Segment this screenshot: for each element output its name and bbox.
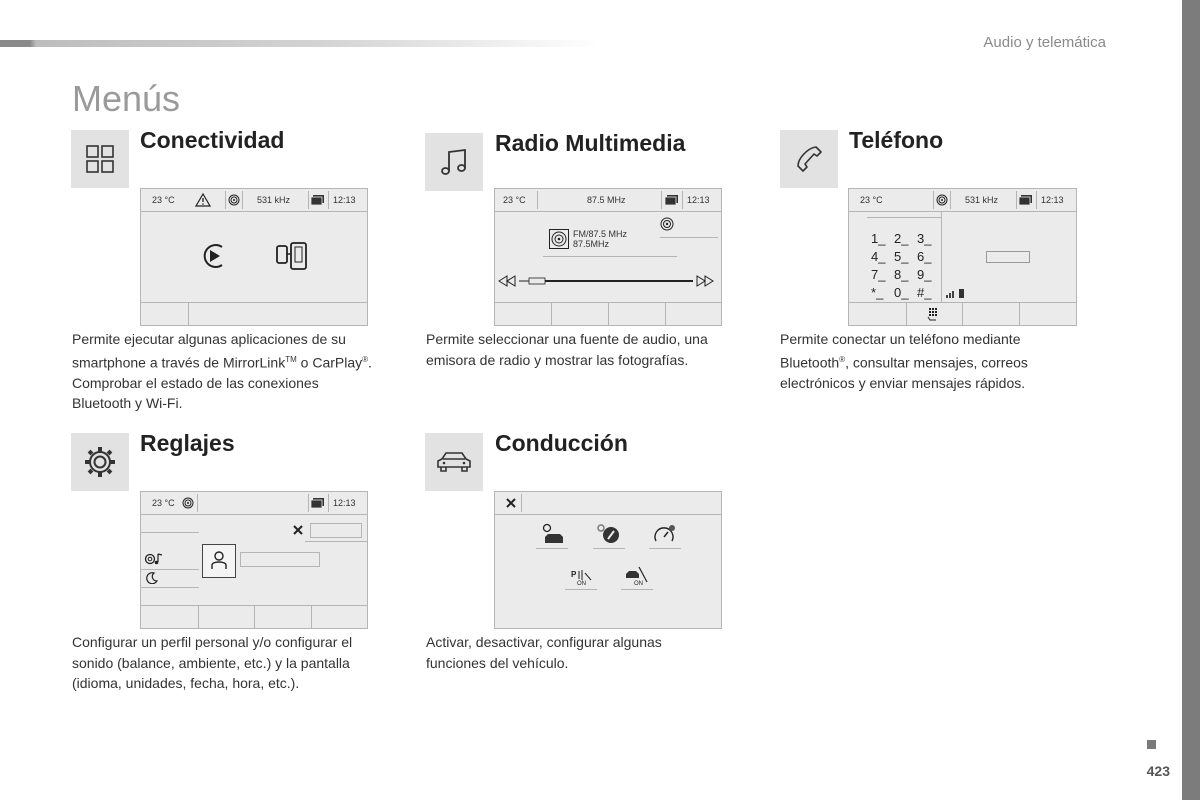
status-bar (495, 189, 721, 212)
clock: 12:13 (333, 498, 356, 508)
clock: 12:13 (1041, 195, 1064, 205)
temperature: 23 °C (152, 498, 175, 508)
signal-icon (936, 194, 948, 206)
radio-description: Permite seleccionar una fuente de audio, una emisora de radio y mostrar las fotografías. (426, 331, 708, 368)
svg-text:P: P (571, 570, 577, 579)
reglajes-title: Reglajes (140, 430, 235, 456)
frequency: 531 kHz (965, 195, 999, 205)
signal-icon (182, 497, 194, 509)
temperature: 23 °C (503, 195, 526, 205)
profile-name-field[interactable] (310, 523, 362, 538)
key-4[interactable]: 4_ (871, 249, 886, 264)
network-battery-icon (945, 287, 969, 299)
music-note-icon (438, 146, 470, 178)
dial-keypad (871, 231, 941, 301)
conectividad-icon-box (71, 130, 129, 188)
telefono-title: Teléfono (849, 127, 944, 153)
gear-icon (83, 445, 117, 479)
bottom-bar (495, 302, 721, 325)
bottom-bar (849, 302, 1076, 325)
key-5[interactable]: 5_ (894, 249, 909, 264)
station-label (573, 229, 627, 249)
sound-settings-icon[interactable] (144, 552, 164, 566)
radio-station-icon (549, 229, 569, 249)
telefono-icon-box (780, 130, 838, 188)
message-icon (1019, 195, 1032, 205)
frequency: 531 kHz (257, 195, 291, 205)
page-number: 423 (1146, 763, 1170, 779)
grid-icon (85, 144, 115, 174)
car-settings-icon[interactable] (539, 523, 567, 545)
temperature: 23 °C (860, 195, 883, 205)
message-icon (311, 195, 324, 205)
conectividad-screen (140, 188, 368, 326)
phone-icon (794, 144, 824, 174)
conduccion-description: Activar, desactivar, configurar algunas funciones del vehículo. (426, 634, 662, 671)
telefono-description: Permite conectar un teléfono mediante Bluetooth®, consultar mensajes, correos electrónicos y enviar mensajes rápidos. (780, 331, 1028, 391)
profile-field[interactable] (240, 552, 320, 567)
warning-icon (195, 193, 211, 207)
reglajes-screen (140, 491, 368, 629)
number-field[interactable] (986, 251, 1030, 263)
key-7[interactable]: 7_ (871, 267, 886, 282)
chapter-title: Audio y telemática (983, 34, 1106, 51)
radio-title: Radio Multimedia (495, 130, 686, 156)
status-bar (141, 189, 367, 212)
message-icon (311, 498, 324, 508)
profile-button[interactable] (202, 544, 236, 578)
telefono-screen (848, 188, 1077, 326)
park-assist-state: ON (577, 581, 586, 587)
status-bar (141, 492, 367, 515)
key-0[interactable]: 0_ (894, 285, 909, 300)
key-6[interactable]: 6_ (917, 249, 932, 264)
conduccion-icon-box (425, 433, 483, 491)
key-star[interactable]: *_ (871, 285, 884, 300)
temperature: 23 °C (152, 195, 175, 205)
key-3[interactable]: 3_ (917, 231, 932, 246)
clock: 12:13 (333, 195, 356, 205)
conectividad-title: Conectividad (140, 127, 285, 153)
dialpad-icon[interactable] (927, 307, 939, 321)
page-marker (1147, 740, 1156, 749)
close-icon[interactable] (293, 525, 303, 535)
reglajes-description: Configurar un perfil personal y/o configurar el sonido (balance, ambiente, etc.) y la pantalla (idioma, unidades, fecha, hora, etc.). (72, 634, 353, 691)
status-bar (495, 492, 721, 515)
car-icon (435, 449, 473, 475)
station-line1: FM/87.5 MHz (573, 229, 628, 239)
radio-screen (494, 188, 722, 326)
close-icon[interactable] (506, 498, 516, 508)
key-9[interactable]: 9_ (917, 267, 932, 282)
bottom-bar (141, 302, 367, 325)
radio-icon-box (425, 133, 483, 191)
key-1[interactable]: 1_ (871, 231, 886, 246)
eco-drive-icon[interactable] (595, 523, 623, 545)
message-icon (665, 195, 678, 205)
tuning-slider[interactable] (497, 273, 719, 289)
key-8[interactable]: 8_ (894, 267, 909, 282)
station-line2: 87.5MHz (573, 239, 610, 249)
speed-limit-icon[interactable] (651, 523, 679, 545)
signal-icon (228, 194, 240, 206)
user-profile-icon (209, 550, 229, 570)
header-gradient-bar (0, 40, 600, 47)
play-app-icon[interactable] (199, 241, 229, 271)
page-edge-bar (1182, 0, 1200, 800)
status-bar (849, 189, 1076, 212)
moon-icon[interactable] (146, 572, 158, 584)
bottom-bar (141, 605, 367, 628)
conectividad-description: Permite ejecutar algunas aplicaciones de su smartphone a través de MirrorLink™ o CarPlay®. Comprobar el estado de las conexiones Bluetooth y Wi-Fi. (72, 331, 372, 412)
clock: 12:13 (687, 195, 710, 205)
conduccion-title: Conducción (495, 430, 628, 456)
signal-icon (660, 217, 674, 231)
page-title: Menús (72, 78, 181, 119)
reglajes-icon-box (71, 433, 129, 491)
key-hash[interactable]: #_ (917, 285, 932, 300)
key-2[interactable]: 2_ (894, 231, 909, 246)
frequency: 87.5 MHz (587, 195, 626, 205)
mirror-phone-icon[interactable] (275, 241, 309, 271)
conduccion-screen (494, 491, 722, 629)
lane-assist-state: ON (634, 581, 643, 587)
